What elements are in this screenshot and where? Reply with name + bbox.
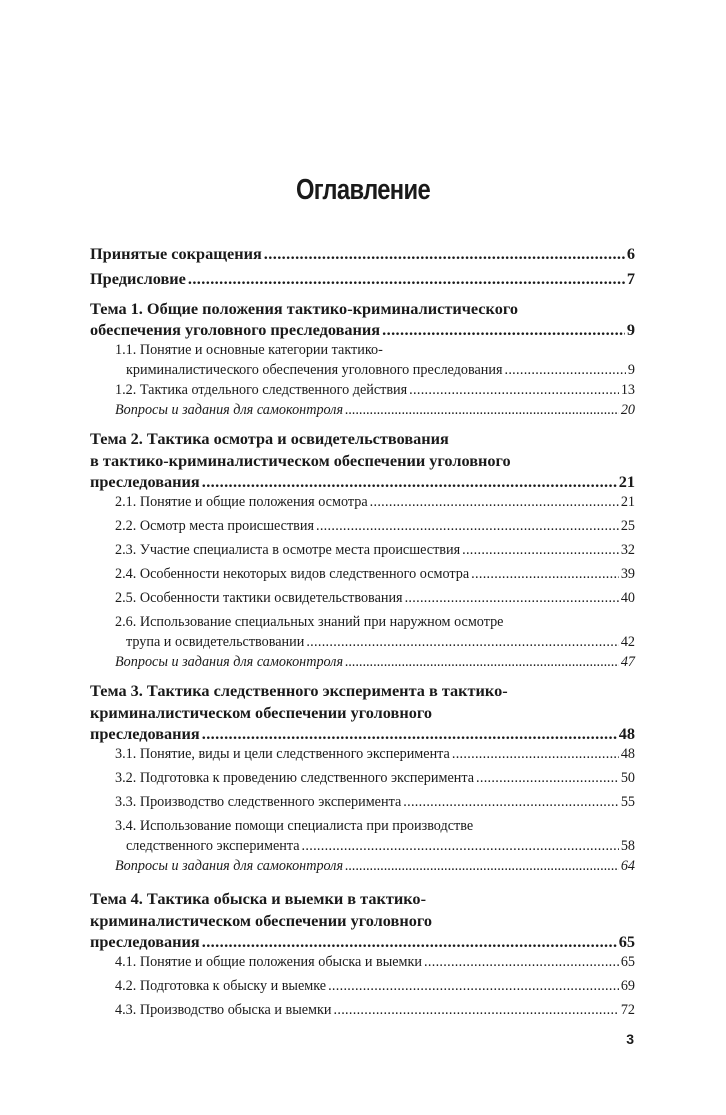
toc-page-number: 55 [620, 794, 635, 810]
toc-section-1-1[interactable] [90, 340, 635, 380]
toc-section-3-1[interactable] [90, 744, 635, 764]
toc-page-number: 9 [626, 320, 635, 339]
toc-topic-title-line: обеспечения уголовного преследования [90, 320, 381, 339]
toc-page-number: 6 [626, 244, 635, 263]
dot-leader [306, 632, 618, 652]
toc-topic-title-line: Тема 2. Тактика осмотра и освидетельствования [90, 429, 449, 448]
toc-section-2-2[interactable] [90, 516, 635, 536]
toc-section-line: 1.2. Тактика отдельного следственного действия [115, 382, 408, 398]
toc-page-number: 39 [620, 566, 635, 582]
dot-leader [504, 360, 625, 380]
toc-topic-title-line: Тема 4. Тактика обыска и выемки в тактико- [90, 889, 426, 908]
dot-leader [462, 540, 619, 560]
toc-page-number: 7 [626, 269, 635, 288]
toc-topic-3[interactable] [90, 680, 635, 744]
toc-page-number: 58 [620, 838, 635, 854]
dot-leader [345, 856, 619, 876]
toc-section-2-4[interactable] [90, 564, 635, 584]
dot-leader [382, 320, 625, 340]
toc-section-line: 4.1. Понятие и общие положения обыска и выемки [115, 954, 423, 970]
page-title: Оглавление [295, 174, 431, 206]
toc-section-line: 3.3. Производство следственного эксперимента [115, 794, 402, 810]
toc-section-2-1[interactable] [90, 492, 635, 512]
toc-topic-title-line: преследования [90, 472, 200, 491]
toc-section-line: Вопросы и задания для самоконтроля [115, 858, 344, 874]
toc-section-4-2[interactable] [90, 976, 635, 996]
toc-section-2-6[interactable] [90, 612, 635, 652]
toc-section-line: 4.3. Производство обыска и выемки [115, 1002, 332, 1018]
toc-questions-2[interactable] [90, 652, 635, 672]
toc-topic-title-line: Тема 1. Общие положения тактико-криминалистического [90, 299, 518, 318]
page-number: 3 [626, 1031, 634, 1047]
toc-topic-title-line: Тема 3. Тактика следственного эксперимента в тактико- [90, 681, 508, 700]
toc-section-2-3[interactable] [90, 540, 635, 560]
toc-section-line: 2.3. Участие специалиста в осмотре места происшествия [115, 542, 461, 558]
toc-page-number: 9 [627, 362, 635, 378]
toc-entry-label: Принятые сокращения [90, 244, 262, 263]
dot-leader [202, 724, 617, 744]
toc-page-number: 13 [620, 382, 635, 398]
dot-leader [302, 836, 619, 856]
toc-section-1-2[interactable] [90, 380, 635, 400]
toc-page-number: 40 [620, 590, 635, 606]
toc-topic-1[interactable] [90, 298, 635, 340]
toc-entry-preface[interactable] [90, 268, 635, 290]
toc-page-number: 65 [620, 954, 635, 970]
toc-page-number: 47 [620, 654, 635, 670]
toc-section-line: Вопросы и задания для самоконтроля [115, 654, 344, 670]
toc-page-number: 48 [618, 724, 635, 743]
toc-section-4-1[interactable] [90, 952, 635, 972]
dot-leader [202, 472, 617, 492]
toc-page-number: 21 [620, 494, 635, 510]
toc-section-3-2[interactable] [90, 768, 635, 788]
dot-leader [334, 1000, 619, 1020]
dot-leader [409, 380, 619, 400]
dot-leader [264, 243, 625, 265]
dot-leader [345, 652, 619, 672]
toc-section-line: криминалистического обеспечения уголовного преследования [126, 362, 503, 378]
toc-questions-1[interactable] [90, 400, 635, 420]
toc-page-number: 69 [620, 978, 635, 994]
toc-section-3-4[interactable] [90, 816, 635, 856]
toc-section-line: 4.2. Подготовка к обыску и выемке [115, 978, 327, 994]
toc-section-line: 3.4. Использование помощи специалиста при производстве [115, 818, 474, 834]
toc-page-number: 50 [620, 770, 635, 786]
dot-leader [316, 516, 619, 536]
toc-topic-title-line: преследования [90, 724, 200, 743]
table-of-contents [90, 243, 635, 1020]
toc-section-line: следственного эксперимента [126, 838, 300, 854]
dot-leader [403, 792, 619, 812]
dot-leader [188, 268, 625, 290]
toc-topic-title-line: криминалистическом обеспечении уголовного [90, 911, 432, 930]
toc-section-line: 1.1. Понятие и основные категории тактико- [115, 342, 383, 358]
toc-section-2-5[interactable] [90, 588, 635, 608]
toc-page-number: 25 [620, 518, 635, 534]
toc-section-line: 3.1. Понятие, виды и цели следственного эксперимента [115, 746, 450, 762]
toc-topic-2[interactable] [90, 428, 635, 492]
toc-section-line: 2.1. Понятие и общие положения осмотра [115, 494, 368, 510]
toc-entry-abbreviations[interactable] [90, 243, 635, 265]
toc-page-number: 42 [620, 634, 635, 650]
toc-section-3-3[interactable] [90, 792, 635, 812]
dot-leader [202, 932, 617, 952]
dot-leader [370, 492, 619, 512]
toc-section-line: 3.2. Подготовка к проведению следственного эксперимента [115, 770, 475, 786]
toc-section-line: 2.6. Использование специальных знаний при наружном осмотре [115, 614, 504, 630]
toc-topic-title-line: в тактико-криминалистическом обеспечении уголовного [90, 451, 511, 470]
toc-topic-4[interactable] [90, 888, 635, 952]
toc-questions-3[interactable] [90, 856, 635, 876]
dot-leader [476, 768, 619, 788]
toc-page-number: 64 [620, 858, 635, 874]
toc-page-number: 65 [618, 932, 635, 951]
dot-leader [405, 588, 619, 608]
dot-leader [328, 976, 619, 996]
toc-page-number: 20 [620, 402, 635, 418]
dot-leader [452, 744, 619, 764]
dot-leader [424, 952, 619, 972]
toc-section-line: 2.5. Особенности тактики освидетельствования [115, 590, 403, 606]
toc-section-line: трупа и освидетельствовании [126, 634, 305, 650]
dot-leader [345, 400, 619, 420]
toc-section-4-3[interactable] [90, 1000, 635, 1020]
toc-page-number: 21 [618, 472, 635, 491]
toc-section-line: 2.2. Осмотр места происшествия [115, 518, 314, 534]
toc-entry-label: Предисловие [90, 269, 186, 288]
dot-leader [471, 564, 619, 584]
toc-topic-title-line: преследования [90, 932, 200, 951]
toc-page-number: 72 [620, 1002, 635, 1018]
toc-section-line: Вопросы и задания для самоконтроля [115, 402, 344, 418]
toc-page-number: 48 [620, 746, 635, 762]
toc-page-number: 32 [620, 542, 635, 558]
toc-section-line: 2.4. Особенности некоторых видов следственного осмотра [115, 566, 470, 582]
toc-topic-title-line: криминалистическом обеспечении уголовного [90, 703, 432, 722]
